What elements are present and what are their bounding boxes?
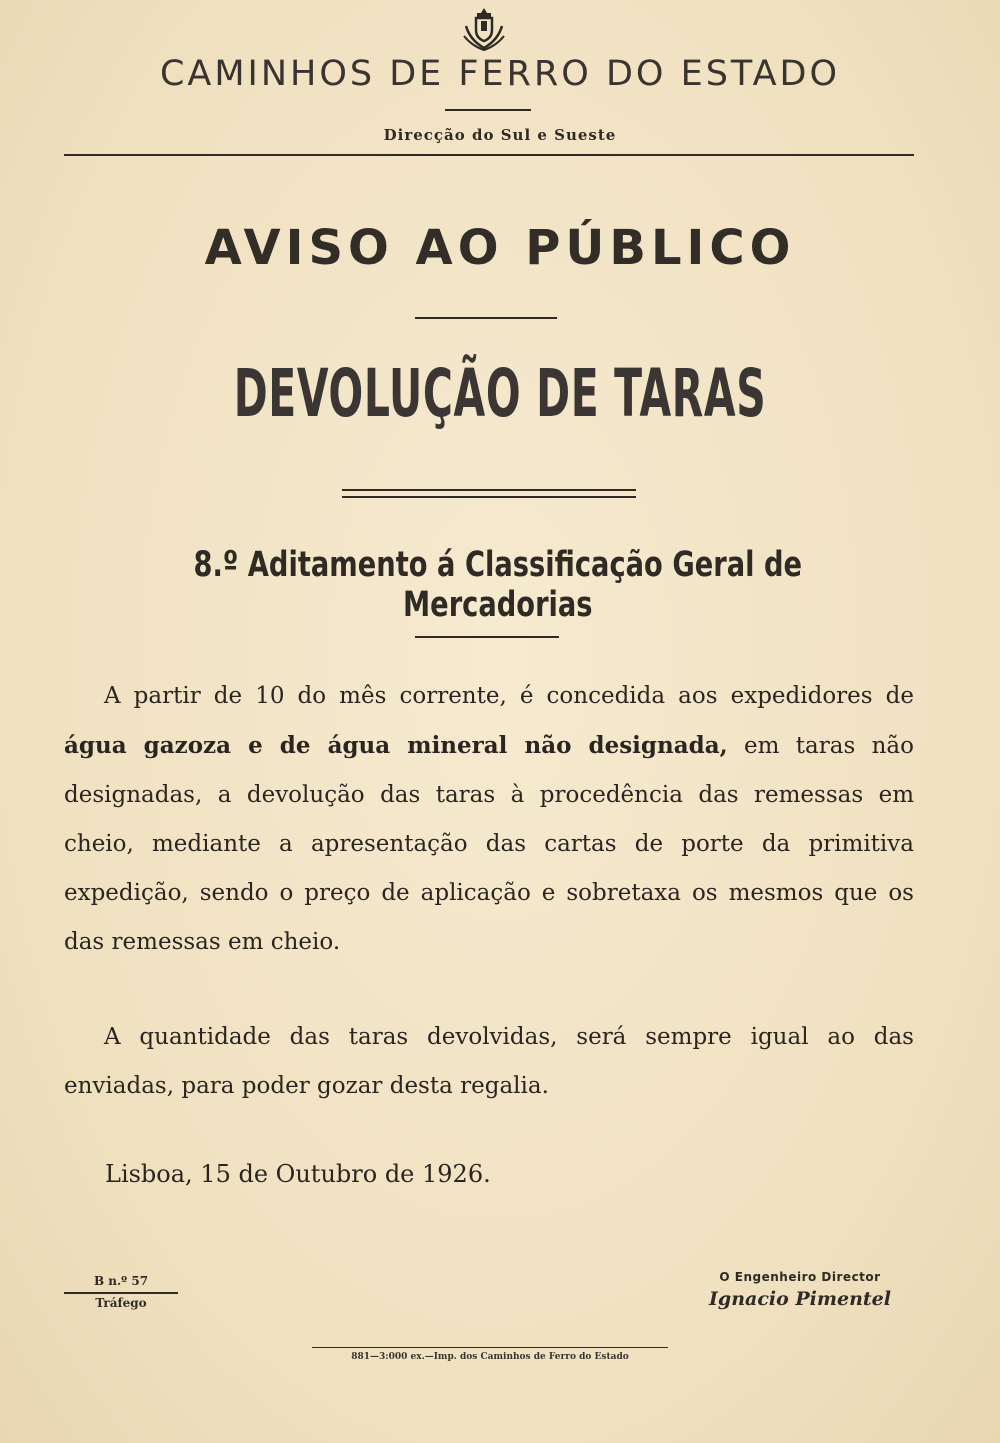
header-full-divider	[64, 154, 914, 156]
reference-block	[64, 1274, 178, 1310]
notice-subtitle: 8.º Aditamento á Classificação Geral de Mercadorias	[193, 545, 803, 625]
date-line: Lisboa, 15 de Outubro de 1926.	[105, 1160, 491, 1188]
subject-double-divider-top	[342, 489, 636, 491]
body-paragraph-1	[64, 672, 914, 967]
paragraph-1-bold: água gazoza e de água mineral não designada,	[64, 732, 728, 759]
notice-heading: AVISO AO PÚBLICO	[204, 220, 796, 276]
subtitle-divider	[415, 636, 559, 638]
reference-number: B n.º 57	[64, 1274, 178, 1294]
header-short-divider	[445, 109, 531, 111]
signature-name: Ignacio Pimentel	[709, 1288, 891, 1310]
reference-section: Tráfego	[95, 1296, 147, 1310]
coat-of-arms-icon	[462, 6, 506, 52]
paragraph-1-end: em taras não designadas, a devolução das taras à procedência das remessas em cheio, mediante a apresentação das cartas de porte da primitiva expedição, sendo o preço de aplicação e sobretaxa os mesmos que os das remessas em cheio.	[64, 733, 914, 955]
subject-double-divider-bottom	[342, 496, 636, 498]
organization-name: CAMINHOS DE FERRO DO ESTADO	[159, 54, 841, 94]
notice-subject: DEVOLUÇÃO DE TARAS	[233, 355, 767, 432]
body-paragraph-2: A quantidade das taras devolvidas, será sempre igual ao das enviadas, para poder gozar desta regalia.	[64, 1024, 914, 1099]
paragraph-1-start: A partir de 10 do mês corrente, é concedida aos expedidores de	[104, 683, 914, 709]
department-name: Direcção do Sul e Sueste	[383, 126, 617, 144]
footer-divider	[312, 1347, 668, 1348]
heading-divider	[415, 317, 557, 319]
printer-imprint: 881—3:000 ex.—Imp. dos Caminhos de Ferro do Estado	[351, 1352, 629, 1362]
signature-title: O Engenheiro Director	[719, 1270, 881, 1284]
signature-block	[690, 1270, 910, 1310]
